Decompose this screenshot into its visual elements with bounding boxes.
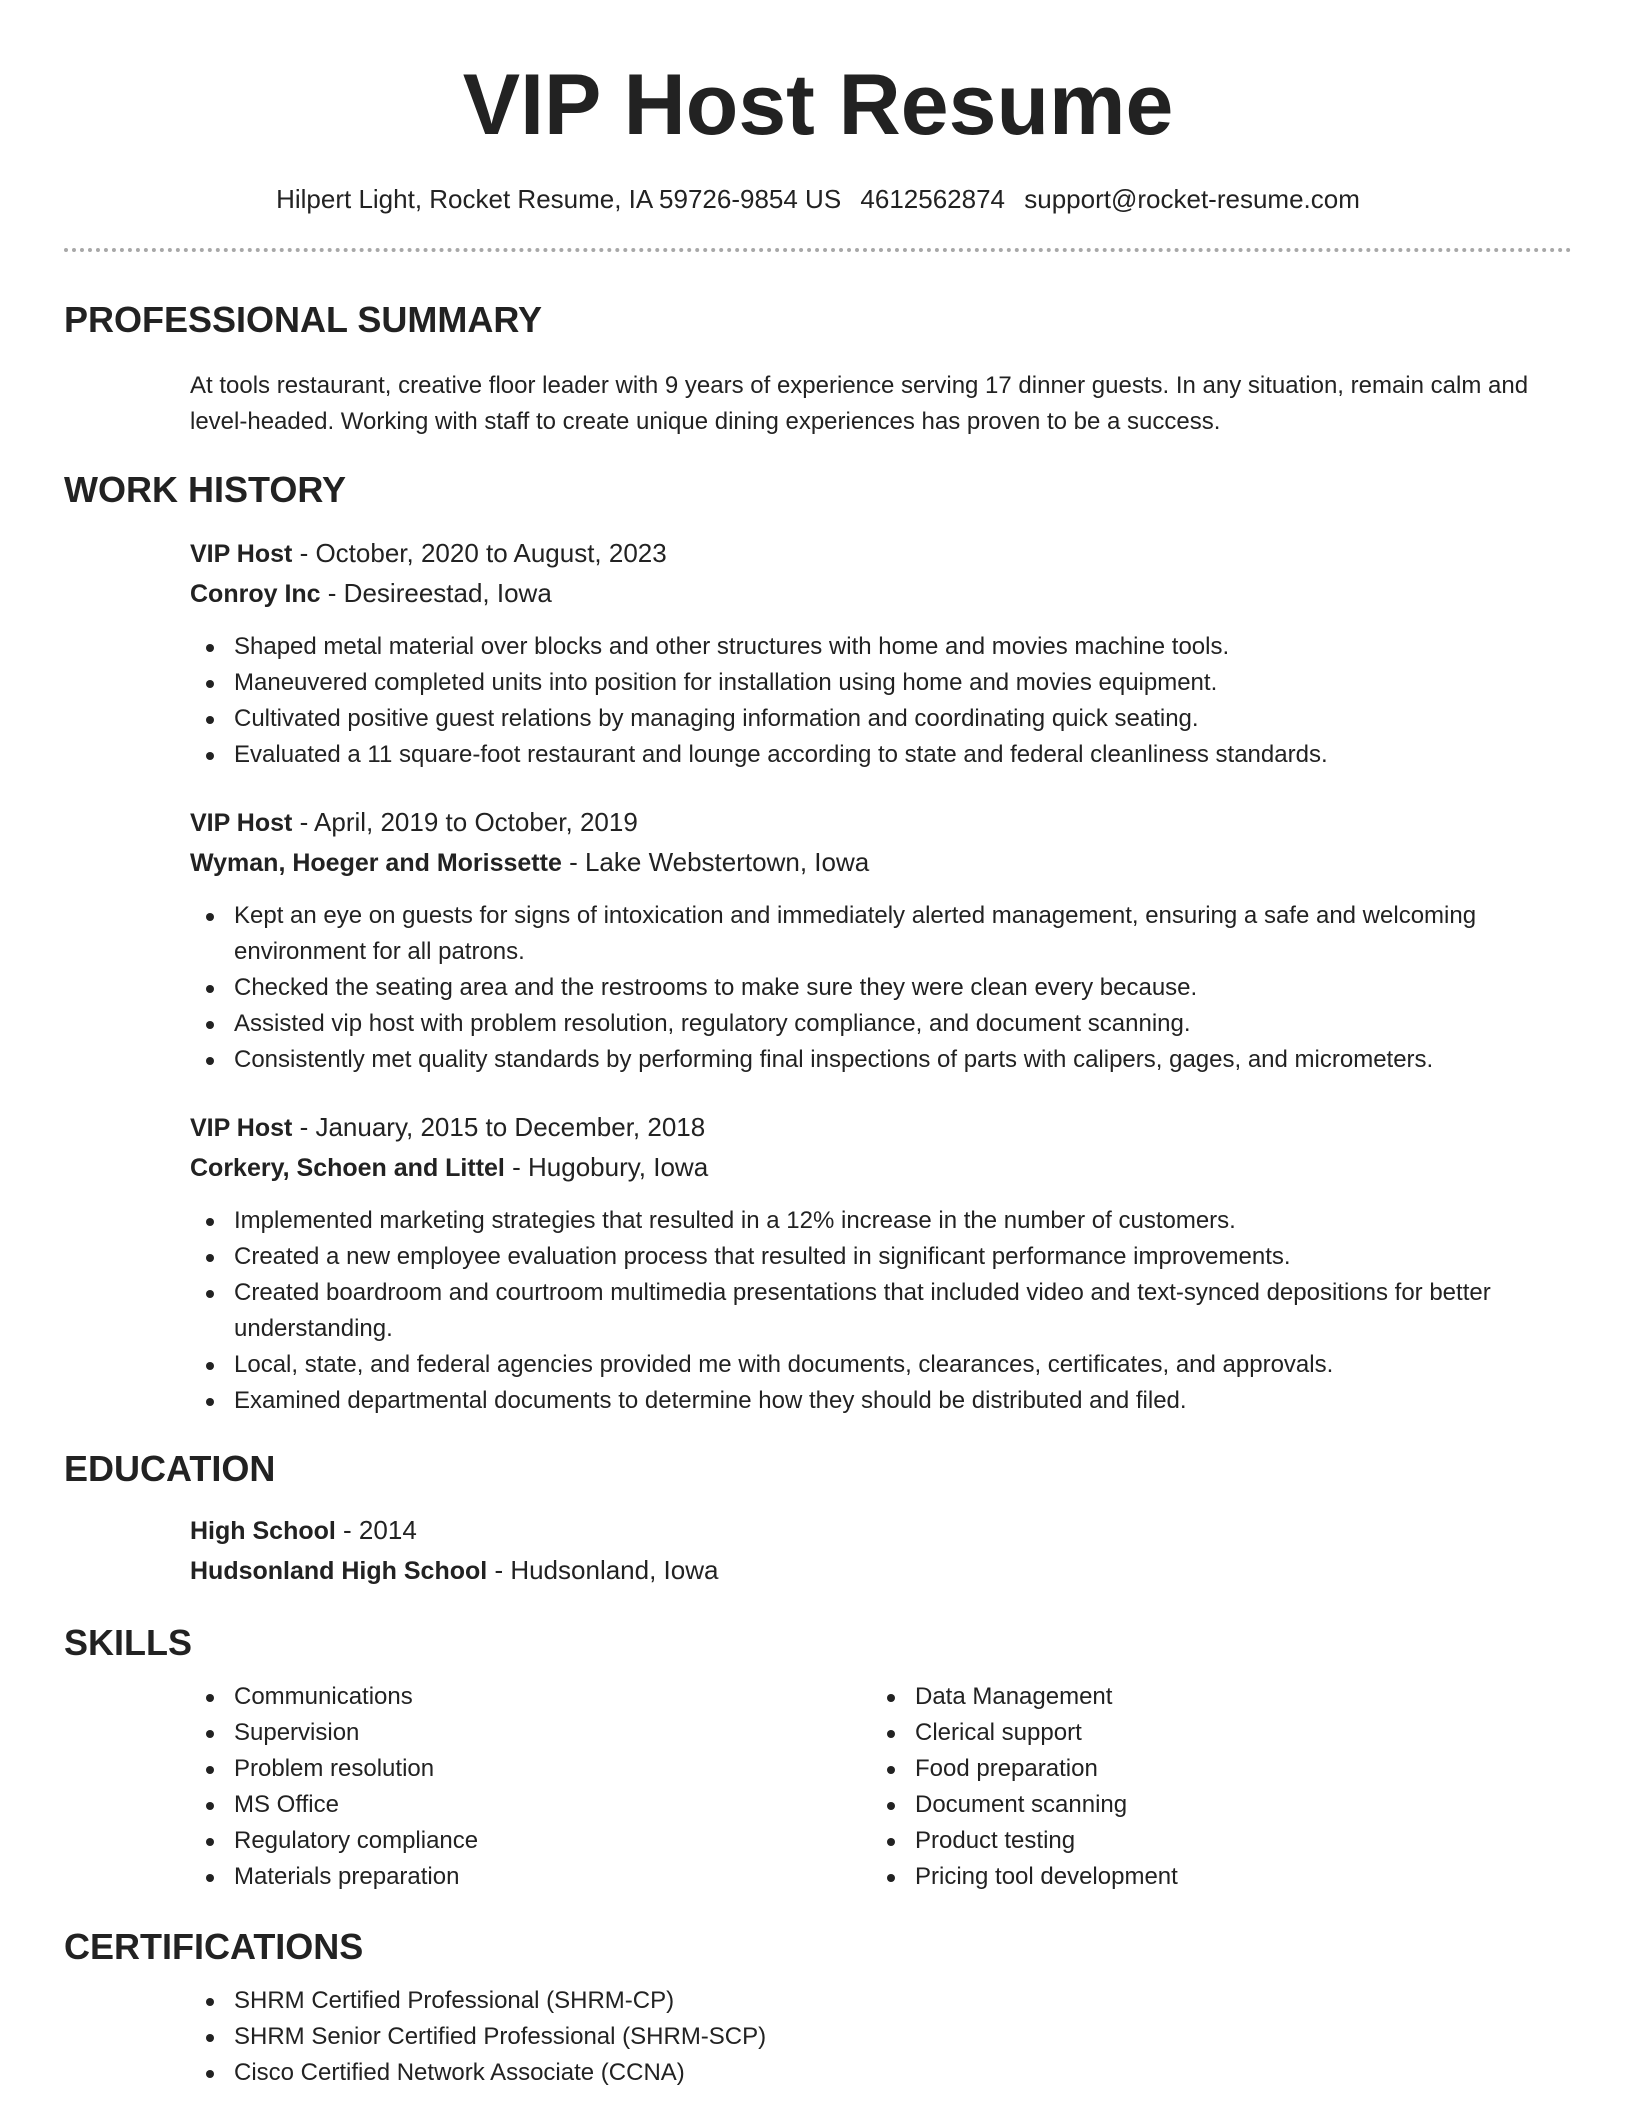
- job-bullet: Consistently met quality standards by performing final inspections of parts with calipers, gages, and micrometers.: [190, 1042, 1572, 1078]
- job-title-line: [190, 1108, 1572, 1148]
- education-degree: High School: [190, 1517, 336, 1545]
- job-bullet: Implemented marketing strategies that resulted in a 12% increase in the number of customers.: [190, 1203, 1572, 1239]
- skill-item: Supervision: [190, 1715, 871, 1751]
- skill-item: Food preparation: [871, 1751, 1552, 1787]
- skills-column-left: [190, 1679, 871, 1895]
- skills-grid: [190, 1679, 1572, 1895]
- job-bullets: [190, 898, 1572, 1078]
- resume-page: [64, 0, 1572, 2112]
- job-bullet: Checked the seating area and the restrooms to make sure they were clean every because.: [190, 970, 1572, 1006]
- job-bullet: Examined departmental documents to determine how they should be distributed and filed.: [190, 1383, 1572, 1419]
- certification-item: SHRM Certified Professional (SHRM-CP): [190, 1983, 1572, 2019]
- job-company: Corkery, Schoen and Littel: [190, 1154, 505, 1182]
- summary-heading: PROFESSIONAL SUMMARY: [64, 299, 543, 340]
- education-heading: EDUCATION: [64, 1448, 276, 1489]
- job-title-line: [190, 534, 1572, 574]
- certification-item: Cisco Certified Network Associate (CCNA): [190, 2055, 1572, 2091]
- skill-item: MS Office: [190, 1787, 871, 1823]
- job-entry: [190, 534, 1572, 773]
- certification-item: SHRM Senior Certified Professional (SHRM-SCP): [190, 2019, 1572, 2055]
- job-bullet: Cultivated positive guest relations by managing information and coordinating quick seating.: [190, 701, 1572, 737]
- education-school-line: [190, 1551, 1572, 1591]
- job-dates: - April, 2019 to October, 2019: [292, 807, 638, 837]
- skills-column-right: [871, 1679, 1552, 1895]
- work-history-list: [190, 534, 1572, 1419]
- skills-list-left: [190, 1679, 871, 1895]
- contact-address: Hilpert Light, Rocket Resume, IA 59726-9854 US: [276, 184, 842, 214]
- job-location: - Lake Webstertown, Iowa: [561, 847, 870, 877]
- skill-item: Product testing: [871, 1823, 1552, 1859]
- job-bullet: Maneuvered completed units into position for installation using home and movies equipment.: [190, 665, 1572, 701]
- job-company: Wyman, Hoeger and Morissette: [190, 849, 562, 877]
- skills-list-right: [871, 1679, 1552, 1895]
- skill-item: Problem resolution: [190, 1751, 871, 1787]
- skill-item: Materials preparation: [190, 1859, 871, 1895]
- certifications-list-wrap: [190, 1983, 1572, 2091]
- job-company-line: [190, 574, 1572, 614]
- job-title-line: [190, 803, 1572, 843]
- job-dates: - October, 2020 to August, 2023: [292, 538, 667, 568]
- summary-text: At tools restaurant, creative floor leader with 9 years of experience serving 17 dinner guests. In any situation, remain calm and level-headed. Working with staff to create unique dining experiences has proven to be a success.: [190, 372, 1529, 435]
- job-bullet: Assisted vip host with problem resolution, regulatory compliance, and document scanning.: [190, 1006, 1572, 1042]
- skill-item: Document scanning: [871, 1787, 1552, 1823]
- job-title: VIP Host: [190, 809, 293, 837]
- job-bullet: Created boardroom and courtroom multimedia presentations that included video and text-synced depositions for better understanding.: [190, 1275, 1572, 1347]
- certifications-heading: CERTIFICATIONS: [64, 1926, 364, 1967]
- job-bullets: [190, 1203, 1572, 1419]
- contact-email: support@rocket-resume.com: [1024, 184, 1360, 214]
- job-bullet: Shaped metal material over blocks and other structures with home and movies machine tools.: [190, 629, 1572, 665]
- resume-title: VIP Host Resume: [462, 57, 1174, 153]
- job-entry: [190, 803, 1572, 1078]
- job-company-line: [190, 1148, 1572, 1188]
- education-year: - 2014: [335, 1515, 417, 1545]
- job-location: - Hugobury, Iowa: [504, 1152, 709, 1182]
- skill-item: Regulatory compliance: [190, 1823, 871, 1859]
- skill-item: Communications: [190, 1679, 871, 1715]
- job-bullet: Created a new employee evaluation process that resulted in significant performance improvements.: [190, 1239, 1572, 1275]
- education-location: - Hudsonland, Iowa: [487, 1555, 719, 1585]
- education-school: Hudsonland High School: [190, 1557, 488, 1585]
- job-company: Conroy Inc: [190, 580, 321, 608]
- job-dates: - January, 2015 to December, 2018: [292, 1112, 706, 1142]
- job-entry: [190, 1108, 1572, 1419]
- skill-item: Pricing tool development: [871, 1859, 1552, 1895]
- job-title: VIP Host: [190, 1114, 293, 1142]
- skills-heading: SKILLS: [64, 1622, 193, 1663]
- job-title: VIP Host: [190, 540, 293, 568]
- job-location: - Desireestad, Iowa: [320, 578, 552, 608]
- contact-phone: 4612562874: [860, 184, 1006, 214]
- skill-item: Clerical support: [871, 1715, 1552, 1751]
- header-divider: [64, 248, 1572, 252]
- job-bullet: Kept an eye on guests for signs of intoxication and immediately alerted management, ensuring a safe and welcoming environment for all patrons.: [190, 898, 1572, 970]
- job-bullet: Evaluated a 11 square-foot restaurant and lounge according to state and federal cleanliness standards.: [190, 737, 1572, 773]
- job-company-line: [190, 843, 1572, 883]
- job-bullets: [190, 629, 1572, 773]
- work-history-heading: WORK HISTORY: [64, 469, 347, 510]
- contact-line: [64, 182, 1572, 216]
- skill-item: Data Management: [871, 1679, 1552, 1715]
- education-degree-line: [190, 1511, 1572, 1551]
- education-entry: [190, 1511, 1572, 1591]
- certifications-list: [190, 1983, 1572, 2091]
- job-bullet: Local, state, and federal agencies provided me with documents, clearances, certificates, and approvals.: [190, 1347, 1572, 1383]
